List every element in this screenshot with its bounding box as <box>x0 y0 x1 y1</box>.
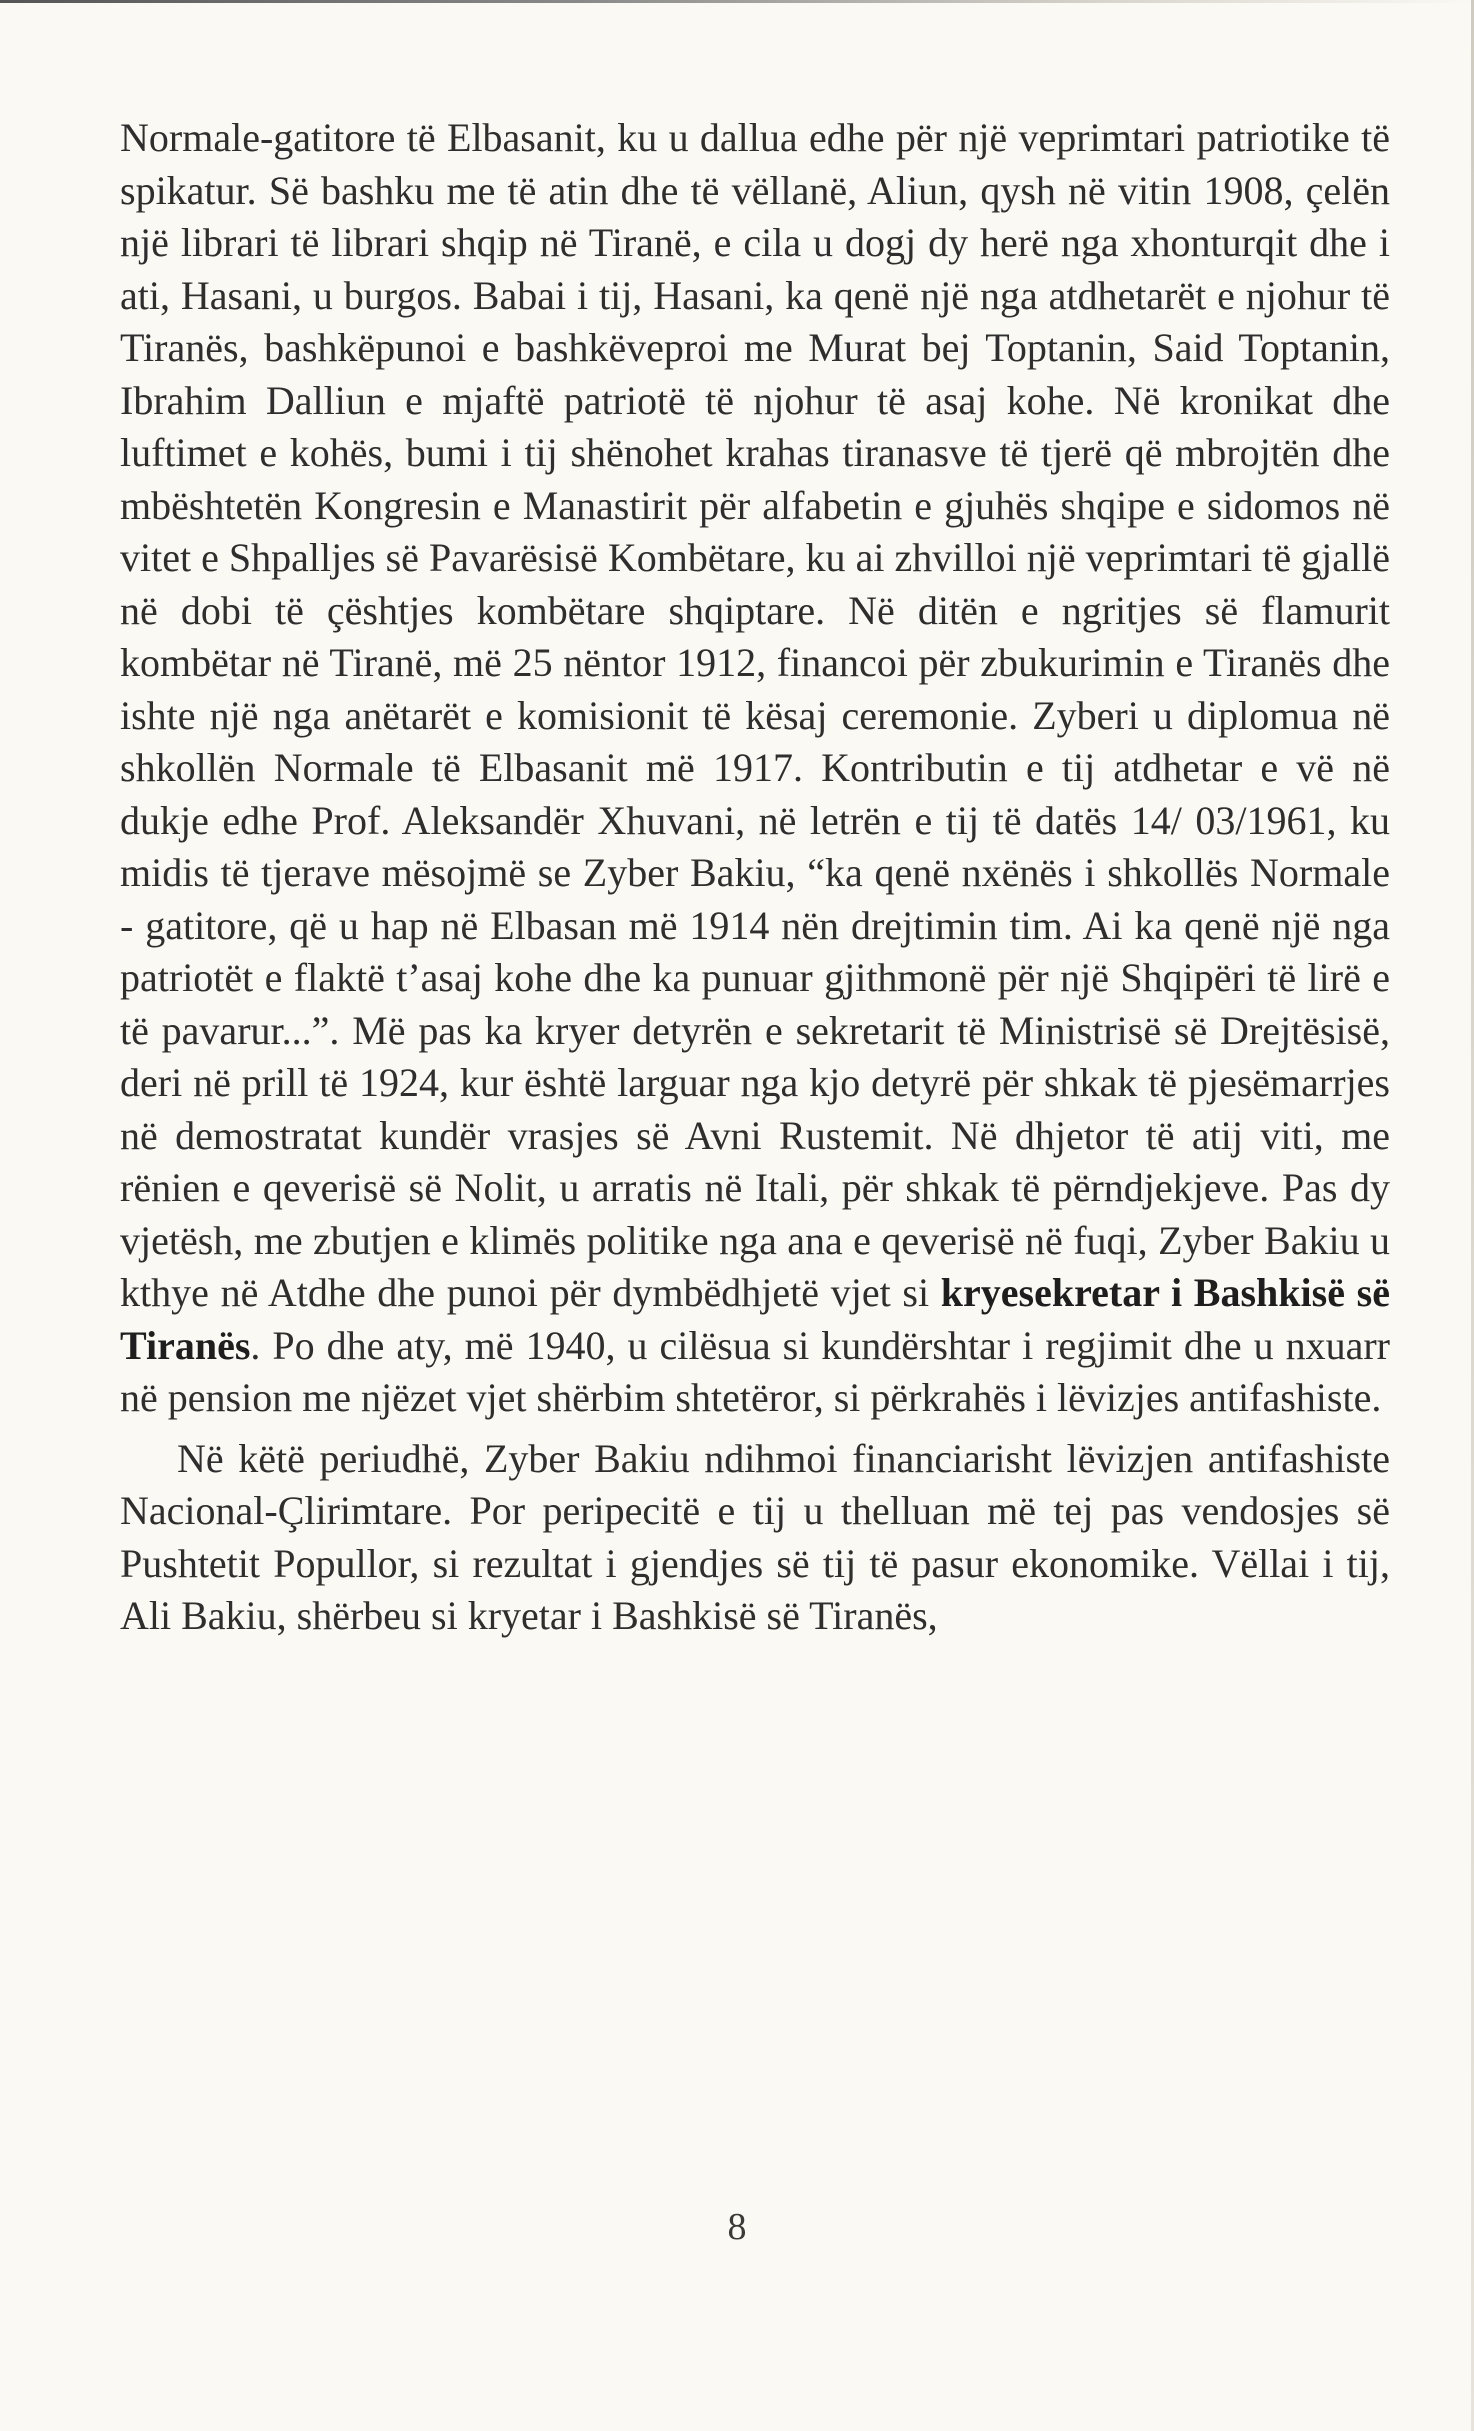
paragraph-2: Në këtë periudhë, Zyber Bakiu ndihmoi financiarisht lëvizjen antifashiste Nacional-Çlirimtare. Por peripecitë e tij u thelluan më tej pas vendosjes së Pushtetit Popullor, si rezultat i gjendjes së tij të pasur ekonomike. Vëllai i tij, Ali Bakiu, shërbeu si kryetar i Bashkisë së Tiranës, <box>120 1435 1390 1638</box>
paragraph-1-text-after: . Po dhe aty, më 1940, u cilësua si kundërshtar i regjimit dhe u nxuarr në pension me njëzet vjet shërbim shtetëror, si përkrahës i lëvizjes antifashiste. <box>120 1322 1390 1420</box>
top-edge-rule <box>0 0 1474 3</box>
paragraph-1-text-before: Normale-gatitore të Elbasanit, ku u dallua edhe për një veprimtari patriotike të spikatur. Së bashku me të atin dhe të vëllanë, Aliun, qysh në vitin 1908, çelën një librari të librari shqip në Tiranë, e cila u dogj dy herë nga xhonturqit dhe i ati, Hasani, u burgos. Babai i tij, Hasani, ka qenë një nga atdhetarët e njohur të Tiranës, bashkëpunoi e bashkëveproi me Murat bej Toptanin, Said Toptanin, Ibrahim Dalliun e mjaftë patriotë të njohur të asaj kohe. Në kronikat dhe luftimet e kohës, bumi i tij shënohet krahas tiranasve të tjerë që mbrojtën dhe mbështetën Kongresin e Manastirit për alfabetin e gjuhës shqipe e sidomos në vitet e Shpalljes së Pavarësisë Kombëtare, ku ai zhvilloi një veprimtari të gjallë në dobi të çështjes kombëtare shqiptare. Në ditën e ngritjes së flamurit kombëtar në Tiranë, më 25 nëntor 1912, financoi për zbukurimin e Tiranës dhe ishte një nga anëtarët e komisionit të kësaj ceremonie. Zyberi u diplomua në shkollën Normale të Elbasanit më 1917. Kontributin e tij atdhetar e vë në dukje edhe Prof. Aleksandër Xhuvani, në letrën e tij të datës 14/ 03/1961, ku midis të tjerave mësojmë se Zyber Bakiu, “ka qenë nxënës i shkollës Normale - gatitore, që u hap në Elbasan më 1914 nën drejtimin tim. Ai ka qenë një nga patriotët e flaktë t’asaj kohe dhe ka punuar gjithmonë për një Shqipëri të lirë e të pavarur...”. Më pas ka kryer detyrën e sekretarit të Ministrisë së Drejtësisë, deri në prill të 1924, kur është larguar nga kjo detyrë për shkak të pjesëmarrjes në demostratat kundër vrasjes së Avni Rustemit. Në dhjetor të atij viti, me rënien e qeverisë së Nolit, u arratis në Itali, për shkak të përndjekjeve. Pas dy vjetësh, me zbutjen e klimës politike nga ana e qeverisë në fuqi, Zyber Bakiu u kthye në Atdhe dhe punoi për dymbëdhjetë vjet si <box>120 115 1390 1315</box>
page-body <box>120 112 1390 1643</box>
page-number: 8 <box>727 2206 747 2248</box>
paragraph-1-bold-phrase: kryesekretar i Bashkisë së Tiranës <box>120 1270 1391 1368</box>
paragraph-1 <box>120 112 1390 1425</box>
